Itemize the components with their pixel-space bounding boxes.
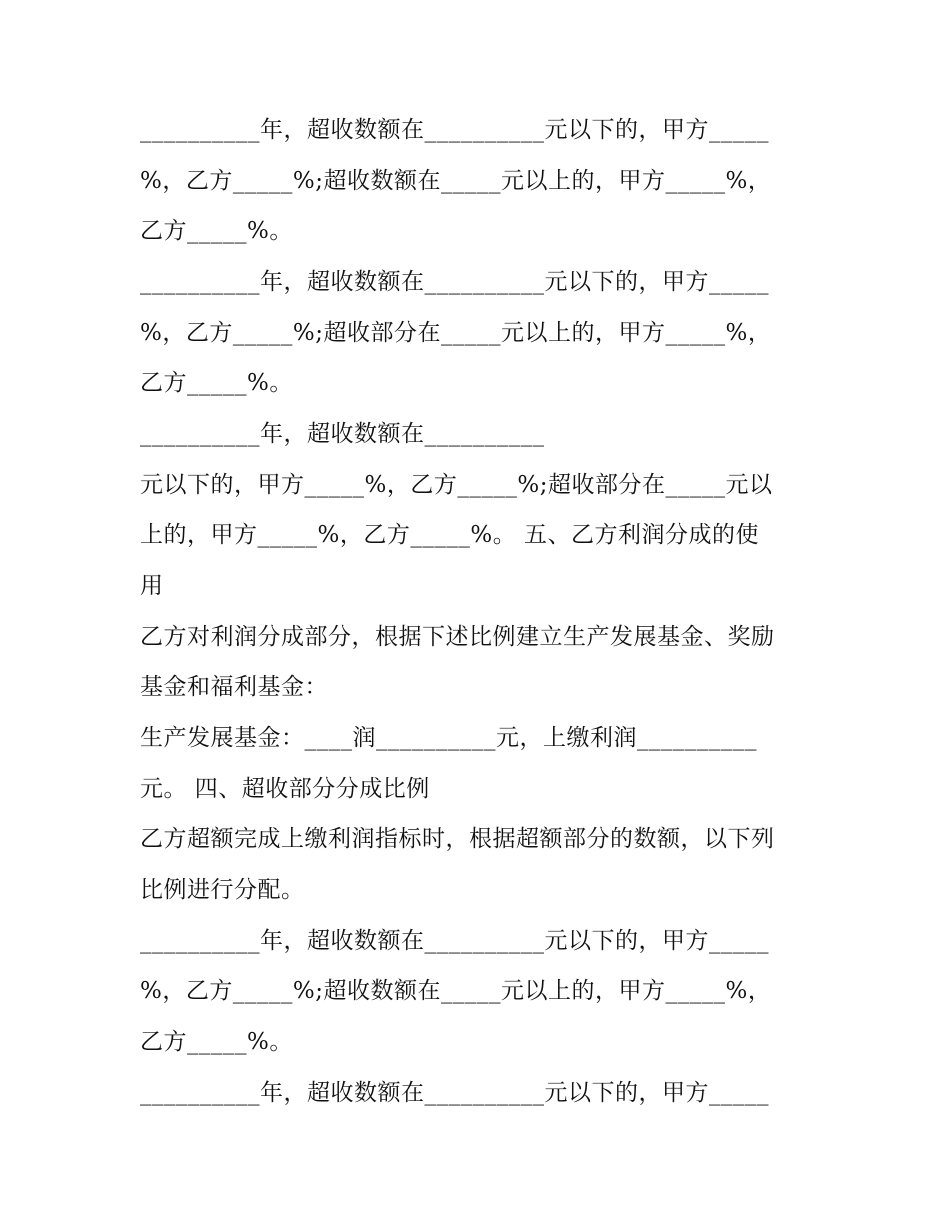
text-line-18: %，乙方_____%;超收数额在_____元以上的，甲方_____%， — [140, 978, 772, 1004]
text-line-14: 元。 四、超收部分分成比例 — [140, 776, 430, 802]
text-line-4: __________年，超收数额在__________元以下的，甲方_____ — [140, 269, 769, 295]
text-line-5: %，乙方_____%;超收部分在_____元以上的，甲方_____%， — [140, 320, 772, 346]
text-line-8: 元以下的，甲方_____%，乙方_____%;超收部分在_____元以 — [140, 472, 773, 498]
text-line-3: 乙方_____%。 — [140, 218, 293, 244]
text-line-12: 基金和福利基金： — [140, 674, 328, 700]
text-line-16: 比例进行分配。 — [140, 877, 305, 903]
text-line-6: 乙方_____%。 — [140, 370, 293, 396]
text-line-17: __________年，超收数额在__________元以下的，甲方_____ — [140, 928, 769, 954]
text-line-7: __________年，超收数额在__________ — [140, 421, 545, 447]
text-line-20: __________年，超收数额在__________元以下的，甲方_____ — [140, 1080, 769, 1106]
text-line-15: 乙方超额完成上缴利润指标时，根据超额部分的数额，以下列 — [140, 826, 775, 852]
text-line-2: %，乙方_____%;超收数额在_____元以上的，甲方_____%， — [140, 168, 772, 194]
text-line-9: 上的，甲方_____%，乙方_____%。 五、乙方利润分成的使 — [140, 522, 760, 548]
text-line-10: 用 — [140, 573, 164, 599]
text-line-19: 乙方_____%。 — [140, 1029, 293, 1055]
text-line-1: __________年，超收数额在__________元以下的，甲方_____ — [140, 117, 769, 143]
text-line-13: 生产发展基金：____润__________元，上缴利润__________ — [140, 725, 757, 751]
text-line-11: 乙方对利润分成部分，根据下述比例建立生产发展基金、奖励 — [140, 624, 775, 650]
